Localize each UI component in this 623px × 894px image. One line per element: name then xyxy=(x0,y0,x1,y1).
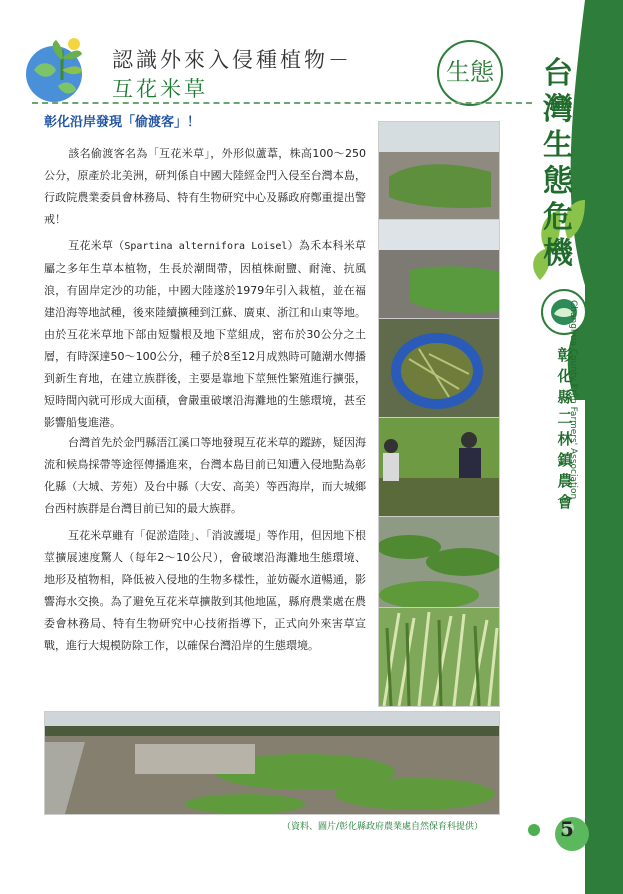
photo-coastal-mudflat-panorama xyxy=(44,711,500,815)
association-char: 縣 xyxy=(557,388,573,406)
paragraph-1-text: 該名偷渡客名為「互花米草」，外形似蘆葦，株高100～250公分，原產於北美洲，研判係自中國大陸經金門入侵至台灣本島，行政院農業委員會林務局、特有生物研究中心及縣政府鄭重提出警戒！ xyxy=(44,147,366,226)
sidebar-title-char: 機 xyxy=(543,236,573,271)
paragraph-2-pre: 互花米草（ xyxy=(68,239,125,252)
section-tag-badge: 生態 xyxy=(437,40,503,106)
paragraph-4 xyxy=(44,525,366,657)
sidebar-title xyxy=(538,56,578,272)
scientific-name: Spartina alternifora Loisel xyxy=(124,241,288,252)
photo-workers-pulling-grass xyxy=(378,417,500,517)
bubbles-decoration xyxy=(520,810,590,860)
article-subheading: 彰化沿岸發現「偷渡客」！ xyxy=(44,115,201,130)
association-char: 會 xyxy=(557,493,573,511)
association-char: 二 xyxy=(557,409,573,427)
paragraph-4-text: 互花米草雖有「促淤造陸」、「消波護堤」等作用，但因地下根莖擴展速度驚人（每年2～10公尺），會破壞沿海灘地生態環境、地形及植物相，降低被入侵地的生物多樣性，並妨礙水道暢通，影響海水交換。為了避免互花米草擴散到其他地區，縣府農業處在農委會林務局、特有生物研究中心技術指導下，正式向外來害草宣戰，進行大規模防除工作，以確保台灣沿岸的生態環境。 xyxy=(44,529,366,652)
photo-grass-clumps-mudflat xyxy=(378,516,500,616)
photo-grass-patch-shore xyxy=(378,121,500,221)
sidebar-title-char: 態 xyxy=(543,164,573,199)
globe-plant-icon xyxy=(22,30,100,106)
photo-bucket-of-roots xyxy=(378,318,500,418)
photo-grass-closeup xyxy=(378,607,500,707)
association-char: 鎮 xyxy=(557,451,573,469)
page-number: 5 xyxy=(560,817,574,841)
paragraph-3 xyxy=(44,432,366,520)
paragraph-2-post: ）為禾本科米草屬之多年生草本植物，生長於潮間帶，因植株耐鹽、耐淹、抗風浪，有固岸定沙的功能，中國大陸遂於1979年引入栽植，並在福建沿海等地試種，後來陸續擴種到江蘇、廣東、浙江和山東等地。由於互花米草地下部由短鬚根及地下莖組成，密布於30公分之土層，有時深達50～100公分，種子於8至12月成熟時可隨潮水傳播到新生育地，在建立族群後，主要是靠地下莖無性繁殖進行擴張，短時間內就可形成大面積，會嚴重破壞沿海灘地的生態環境，甚至影響船隻進港。 xyxy=(44,239,366,429)
image-credit: （資料、圖片/彰化縣政府農業處自然保育科提供） xyxy=(282,822,484,832)
paragraph-3-text: 台灣首先於金門縣浯江溪口等地發現互花米草的蹤跡，疑因海流和候鳥採帶等途徑傳播進來，台灣本島目前已知遭入侵地點為彰化縣（大城、芳苑）及台中縣（大安、高美）等西海岸，而大城鄉台西村族群是台灣目前已知的最大族群。 xyxy=(44,436,366,515)
association-char: 化 xyxy=(557,367,573,385)
paragraph-2 xyxy=(44,235,366,434)
sidebar-title-char: 台 xyxy=(543,56,573,91)
english-association-name: Changhua County Erlin Farmers' Association xyxy=(568,300,578,500)
page-title-line2: 互花米草 xyxy=(112,77,208,101)
paragraph-1 xyxy=(44,143,366,231)
header-divider xyxy=(32,102,532,104)
sidebar-title-char: 危 xyxy=(543,200,573,235)
photo-tidal-flat xyxy=(378,219,500,319)
association-char: 彰 xyxy=(557,346,573,364)
association-char: 農 xyxy=(557,472,573,490)
sidebar-title-char: 灣 xyxy=(543,92,573,127)
association-char: 林 xyxy=(557,430,573,448)
sidebar-title-char: 生 xyxy=(543,128,573,163)
page-title-line1: 認識外來入侵種植物－ xyxy=(112,48,352,72)
